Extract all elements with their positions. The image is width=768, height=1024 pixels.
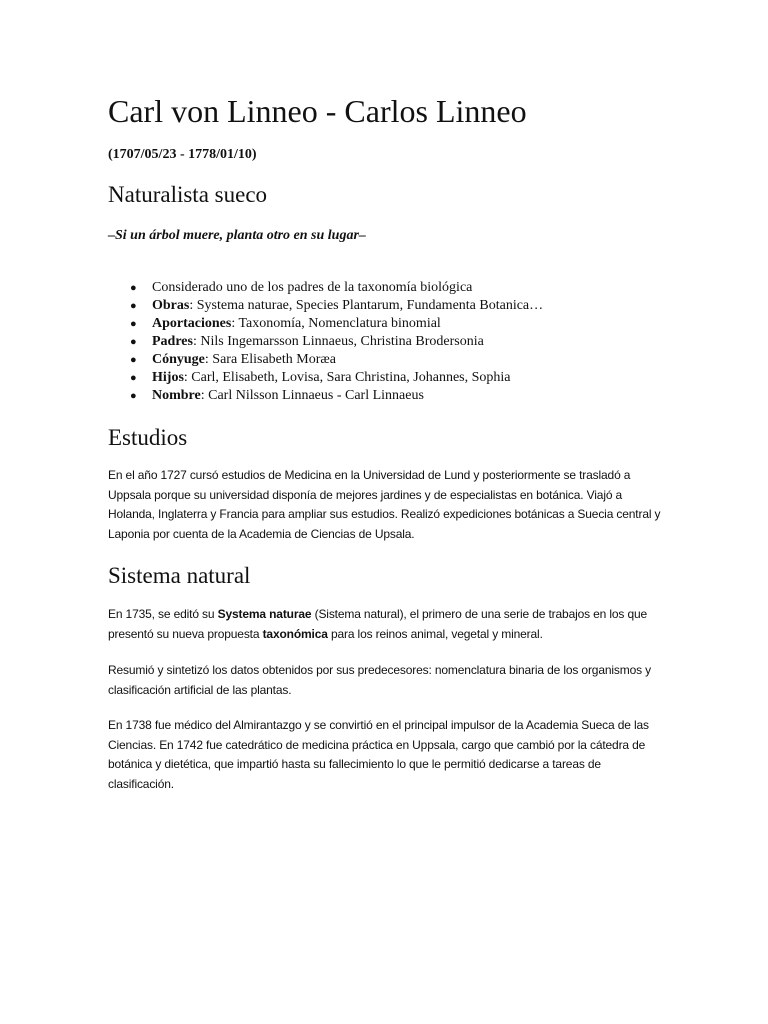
- bold-term: Systema naturae: [217, 607, 312, 621]
- fact-key: Hijos: [152, 370, 184, 385]
- fact-text: Considerado uno de los padres de la taxonomía biológica: [152, 280, 473, 295]
- quote: –Si un árbol muere, planta otro en su lugar–: [108, 228, 366, 243]
- fact-text: : Carl, Elisabeth, Lovisa, Sara Christina, Johannes, Sophia: [183, 370, 511, 385]
- facts-list: [108, 279, 543, 405]
- fact-key: Aportaciones: [152, 316, 232, 331]
- bullet-icon: ●: [130, 336, 137, 348]
- fact-key: Obras: [152, 298, 190, 313]
- document-title: Carl von Linneo - Carlos Linneo: [108, 93, 527, 129]
- paragraph-systema-naturae: [108, 605, 664, 644]
- paragraph-1738: En 1738 fue médico del Almirantazgo y se convirtió en el principal impulsor de la Academia Sueca de las Ciencias. En 1742 fue catedrático de medicina práctica en Uppsala, cargo que cambió por la cátedra de botánica y dietética, que impartió hasta su fallecimiento lo que le permitió dedicarse a tareas de clasificación.: [108, 718, 649, 791]
- fact-text: : Nils Ingemarsson Linnaeus, Christina Brodersonia: [192, 334, 484, 349]
- paragraph-estudios: En el año 1727 cursó estudios de Medicina en la Universidad de Lund y posteriormente se trasladó a Uppsala porque su universidad disponía de mejores jardines y de especialistas en botánica. Viajó a Holanda, Inglaterra y Francia para ampliar sus estudios. Realizó expediciones botánicas a Suecia central y Laponia por cuenta de la Academia de Ciencias de Upsala.: [108, 468, 661, 541]
- bullet-icon: ●: [130, 300, 137, 312]
- list-item: [108, 351, 543, 369]
- bold-term: taxonómica: [262, 626, 328, 641]
- life-dates: (1707/05/23 - 1778/01/10): [108, 147, 257, 162]
- bullet-icon: ●: [130, 372, 137, 384]
- paragraph-text: para los reinos animal, vegetal y mineral.: [327, 626, 543, 641]
- list-item: [108, 315, 543, 333]
- list-item: [108, 297, 543, 315]
- list-item: [108, 279, 543, 297]
- bullet-icon: ●: [130, 354, 137, 366]
- paragraph-text: (Sistema natural), el primero de una serie de trabajos en los que presentó su nueva propuesta: [108, 607, 648, 641]
- fact-key: Nombre: [152, 388, 201, 403]
- bullet-icon: ●: [130, 390, 137, 402]
- bullet-icon: ●: [130, 318, 137, 330]
- list-item: [108, 387, 543, 405]
- bullet-icon: ●: [130, 282, 137, 294]
- fact-text: : Carl Nilsson Linnaeus - Carl Linnaeus: [200, 388, 424, 403]
- list-item: [108, 333, 543, 351]
- fact-key: Cónyuge: [152, 352, 205, 367]
- heading-sistema-natural: Sistema natural: [108, 563, 251, 588]
- heading-estudios: Estudios: [108, 425, 188, 450]
- fact-text: : Systema naturae, Species Plantarum, Fundamenta Botanica…: [189, 298, 544, 313]
- list-item: [108, 369, 543, 387]
- paragraph-text: En 1735, se editó su: [108, 607, 218, 621]
- paragraph-resumio: Resumió y sintetizó los datos obtenidos por sus predecesores: nomenclatura binaria de los organismos y clasificación artificial de las plantas.: [108, 663, 651, 697]
- fact-key: Padres: [152, 334, 193, 349]
- fact-text: : Taxonomía, Nomenclatura binomial: [231, 316, 441, 331]
- subtitle: Naturalista sueco: [108, 182, 268, 207]
- fact-text: : Sara Elisabeth Moræa: [204, 352, 336, 367]
